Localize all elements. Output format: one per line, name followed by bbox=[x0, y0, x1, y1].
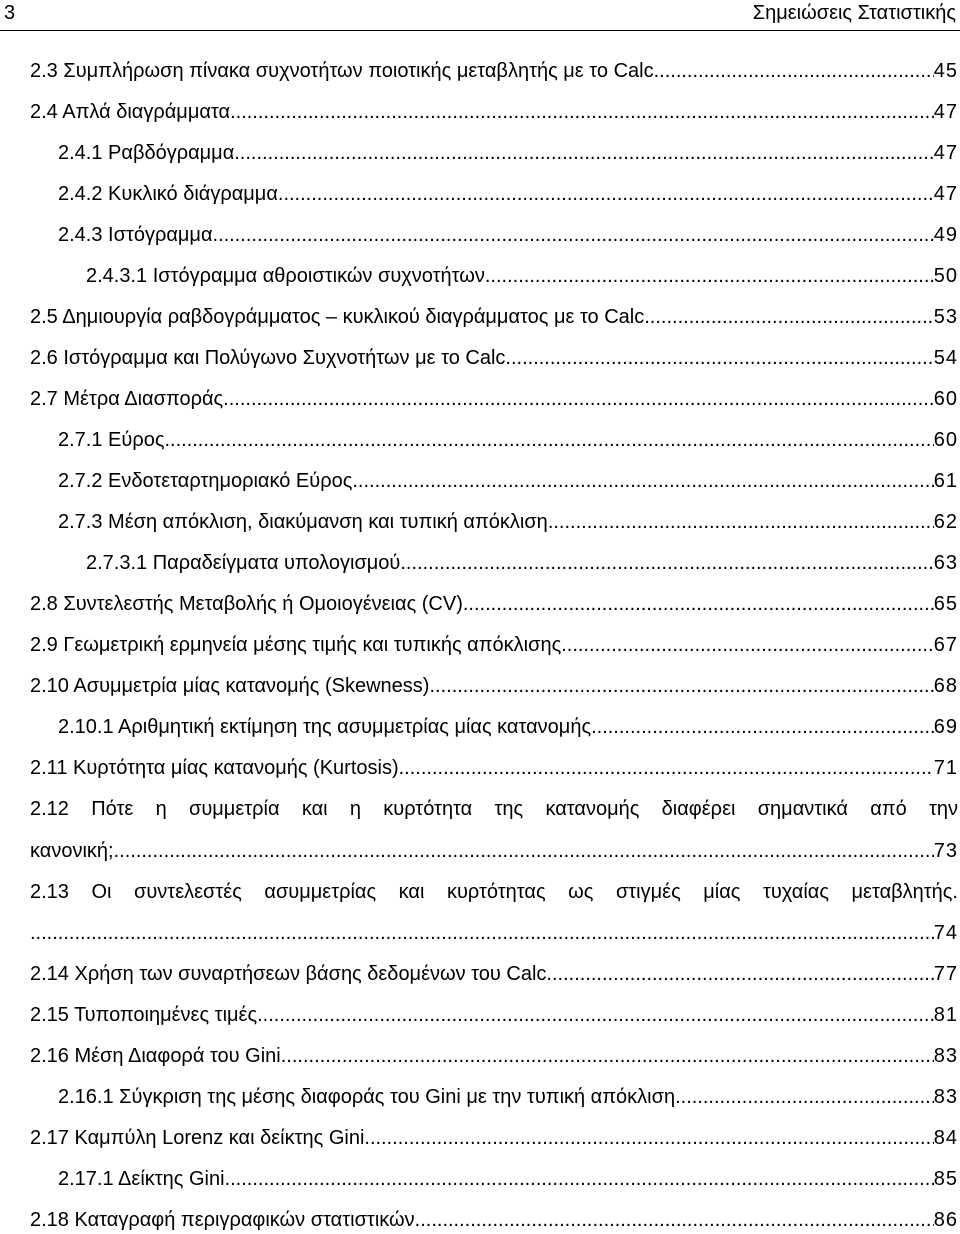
toc-entry-page: 47 bbox=[933, 142, 958, 164]
toc-entry-page: 47 bbox=[933, 101, 958, 123]
dot-leader bbox=[548, 509, 934, 535]
toc-entry-page: 67 bbox=[933, 634, 958, 656]
dot-leader bbox=[463, 591, 934, 617]
toc-entry-title: κανονική; bbox=[30, 840, 114, 862]
dot-leader bbox=[561, 632, 934, 658]
dot-leader bbox=[415, 1207, 934, 1233]
toc-entry[interactable] bbox=[30, 673, 958, 699]
toc-entry[interactable] bbox=[30, 304, 958, 330]
toc-entry-title: 2.4.3.1 Ιστόγραμμα αθροιστικών συχνοτήτων bbox=[86, 265, 485, 287]
dot-leader bbox=[164, 427, 933, 453]
dot-leader bbox=[225, 1166, 934, 1192]
toc-entry-title: 2.17 Καμπύλη Lorenz και δείκτης Gini bbox=[30, 1127, 365, 1149]
running-title: Σημειώσεις Στατιστικής bbox=[752, 2, 956, 24]
toc-entry-page: 69 bbox=[933, 716, 958, 738]
toc-entry-title: 2.16.1 Σύγκριση της μέσης διαφοράς του Gini με την τυπική απόκλιση bbox=[58, 1086, 676, 1108]
toc-entry-title: 2.8 Συντελεστής Μεταβολής ή Ομοιογένειας (CV) bbox=[30, 593, 463, 615]
toc-entry-page: 71 bbox=[933, 757, 958, 779]
toc-entry[interactable] bbox=[58, 714, 958, 740]
toc-entry[interactable] bbox=[58, 468, 958, 494]
dot-leader bbox=[364, 1125, 933, 1151]
toc-entry-title-line1[interactable]: 2.13 Οι συντελεστές ασυμμετρίας και κυρτότητας ως στιγμές μίας τυχαίας μεταβλητής. bbox=[30, 881, 958, 903]
dot-leader bbox=[213, 222, 934, 248]
dot-leader bbox=[400, 550, 933, 576]
toc-entry-title: 2.18 Καταγραφή περιγραφικών στατιστικών bbox=[30, 1209, 415, 1231]
toc-entry[interactable] bbox=[30, 1125, 958, 1151]
toc-entry-title: 2.10.1 Αριθμητική εκτίμηση της ασυμμετρίας μίας κατανομής bbox=[58, 716, 592, 738]
toc-entry-title: 2.3 Συμπλήρωση πίνακα συχνοτήτων ποιοτικής μεταβλητής με το Calc bbox=[30, 60, 654, 82]
toc-entry-title: 2.7.1 Εύρος bbox=[58, 429, 165, 451]
toc-entry[interactable] bbox=[30, 591, 958, 617]
toc-entry-page: 60 bbox=[933, 388, 958, 410]
toc-entry[interactable] bbox=[30, 920, 958, 946]
toc-entry-page: 60 bbox=[933, 429, 958, 451]
toc-entry-title: 2.17.1 Δείκτης Gini bbox=[58, 1168, 225, 1190]
toc-entry-page: 84 bbox=[933, 1127, 958, 1149]
dot-leader bbox=[352, 468, 933, 494]
toc-entry-page: 61 bbox=[933, 470, 958, 492]
toc-entry-page: 47 bbox=[933, 183, 958, 205]
toc-entry[interactable] bbox=[86, 550, 958, 576]
toc-entry[interactable] bbox=[30, 1207, 958, 1233]
toc-entry-page: 81 bbox=[933, 1004, 958, 1026]
dot-leader bbox=[644, 304, 934, 330]
toc-entry-page: 65 bbox=[933, 593, 958, 615]
toc-entry-page: 45 bbox=[933, 60, 958, 82]
toc-entry-page: 68 bbox=[933, 675, 958, 697]
toc-entry-title: 2.7 Μέτρα Διασποράς bbox=[30, 388, 224, 410]
toc-entry[interactable] bbox=[58, 140, 958, 166]
dot-leader bbox=[278, 181, 934, 207]
toc-entry-title: 2.7.3 Μέση απόκλιση, διακύμανση και τυπική απόκλιση bbox=[58, 511, 548, 533]
toc-entry-title-line1[interactable]: 2.12 Πότε η συμμετρία και η κυρτότητα της κατανομής διαφέρει σημαντικά από την bbox=[30, 798, 958, 820]
toc-entry-title: 2.15 Τυποποιημένες τιμές bbox=[30, 1004, 258, 1026]
toc-entry-page: 49 bbox=[933, 224, 958, 246]
toc-entry[interactable] bbox=[30, 58, 958, 84]
toc-entry[interactable] bbox=[58, 222, 958, 248]
toc-entry[interactable] bbox=[30, 632, 958, 658]
toc-entry-title: 2.14 Χρήση των συναρτήσεων βάσης δεδομένων του Calc bbox=[30, 963, 547, 985]
toc-entry-page: 85 bbox=[933, 1168, 958, 1190]
toc-entry[interactable] bbox=[58, 1084, 958, 1110]
dot-leader bbox=[223, 386, 934, 412]
toc-entry-page: 62 bbox=[933, 511, 958, 533]
toc-entry-page: 77 bbox=[933, 963, 958, 985]
dot-leader bbox=[399, 755, 934, 781]
toc-entry-title: 2.6 Ιστόγραμμα και Πολύγωνο Συχνοτήτων με το Calc bbox=[30, 347, 506, 369]
toc-entry[interactable] bbox=[30, 1002, 958, 1028]
dot-leader bbox=[505, 345, 933, 371]
toc-entry-title: 2.4.2 Κυκλικό διάγραμμα bbox=[58, 183, 278, 205]
dot-leader bbox=[485, 263, 934, 289]
toc-entry[interactable] bbox=[86, 263, 958, 289]
toc-entry[interactable] bbox=[30, 961, 958, 987]
dot-leader bbox=[230, 99, 934, 125]
toc-entry-title: 2.7.3.1 Παραδείγματα υπολογισμού bbox=[86, 552, 401, 574]
dot-leader bbox=[675, 1084, 934, 1110]
toc-entry[interactable] bbox=[30, 99, 958, 125]
toc-entry-title: 2.7.2 Ενδοτεταρτημοριακό Εύρος bbox=[58, 470, 353, 492]
toc-entry-page: 50 bbox=[933, 265, 958, 287]
toc-entry-title: 2.9 Γεωμετρική ερμηνεία μέσης τιμής και τυπικής απόκλισης bbox=[30, 634, 562, 656]
toc-entry-page: 63 bbox=[933, 552, 958, 574]
toc-entry[interactable] bbox=[58, 1166, 958, 1192]
toc-entry[interactable] bbox=[30, 838, 958, 864]
toc-entry[interactable] bbox=[58, 427, 958, 453]
toc-entry-title: 2.5 Δημιουργία ραβδογράμματος – κυκλικού διαγράμματος με το Calc bbox=[30, 306, 645, 328]
toc-entry[interactable] bbox=[30, 1043, 958, 1069]
toc-entry-page: 83 bbox=[933, 1086, 958, 1108]
toc-entry[interactable] bbox=[58, 181, 958, 207]
dot-leader bbox=[114, 838, 934, 864]
dot-leader bbox=[429, 673, 933, 699]
toc-entry-page: 73 bbox=[933, 840, 958, 862]
toc-entry-title: 2.4 Απλά διαγράμματα bbox=[30, 101, 231, 123]
toc-entry[interactable] bbox=[30, 345, 958, 371]
toc-entry-title: 2.4.3 Ιστόγραμμα bbox=[58, 224, 213, 246]
dot-leader bbox=[654, 58, 934, 84]
dot-leader bbox=[257, 1002, 934, 1028]
page-header bbox=[0, 0, 960, 31]
toc-entry-title: 2.11 Κυρτότητα μίας κατανομής (Kurtosis) bbox=[30, 757, 399, 779]
page-number: 3 bbox=[4, 2, 16, 24]
toc-entry-page: 86 bbox=[933, 1209, 958, 1231]
toc-entry-page: 53 bbox=[933, 306, 958, 328]
toc-entry-page: 83 bbox=[933, 1045, 958, 1067]
dot-leader bbox=[546, 961, 933, 987]
toc-entry[interactable] bbox=[58, 509, 958, 535]
toc-entry-page: 54 bbox=[933, 347, 958, 369]
toc-entry[interactable] bbox=[30, 755, 958, 781]
dot-leader bbox=[591, 714, 934, 740]
dot-leader bbox=[30, 920, 934, 946]
toc-entry-title: 2.16 Μέση Διαφορά του Gini bbox=[30, 1045, 281, 1067]
dot-leader bbox=[234, 140, 934, 166]
toc-entry-title: 2.10 Ασυμμετρία μίας κατανομής (Skewness) bbox=[30, 675, 430, 697]
toc-entry-title: 2.4.1 Ραβδόγραμμα bbox=[58, 142, 235, 164]
dot-leader bbox=[281, 1043, 934, 1069]
toc-entry[interactable] bbox=[30, 386, 958, 412]
toc-entry-page: 74 bbox=[933, 922, 958, 944]
